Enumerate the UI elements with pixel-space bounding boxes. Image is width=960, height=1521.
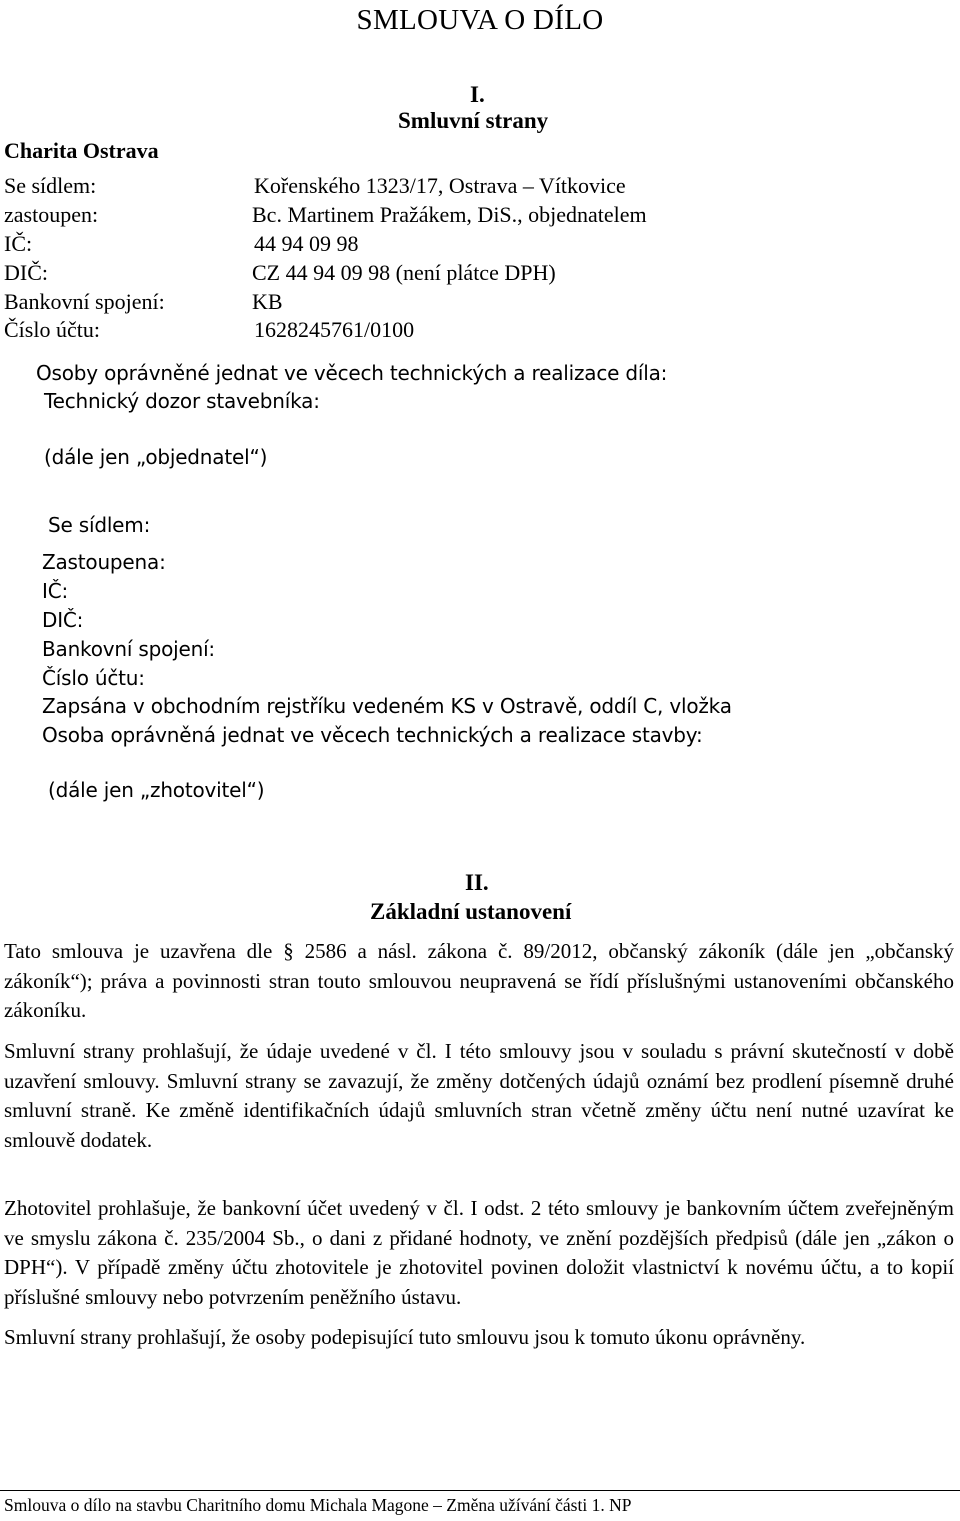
- client-ic-value: 44 94 09 98: [254, 231, 359, 256]
- contractor-dic-label: DIČ:: [42, 608, 84, 632]
- client-representative-value: Bc. Martinem Pražákem, DiS., objednatelem: [252, 202, 647, 227]
- client-account-label: Číslo účtu:: [4, 317, 100, 342]
- client-seat-label: Se sídlem:: [4, 173, 97, 198]
- client-name: Charita Ostrava: [4, 138, 159, 163]
- client-bank-label: Bankovní spojení:: [4, 289, 165, 314]
- section-1-title: Smluvní strany: [398, 108, 549, 133]
- section-2-number: II.: [465, 870, 489, 895]
- footer-text: Smlouva o dílo na stavbu Charitního domu Michala Magone – Změna užívání části 1. NP: [4, 1495, 632, 1515]
- client-authorized-persons-label: Osoby oprávněné jednat ve věcech technických a realizace díla:: [36, 361, 668, 385]
- paragraph-data-accuracy: Smluvní strany prohlašují, že údaje uvedené v čl. I této smlouvy jsou v souladu s právní skutečností v době uzavření smlouvy. Smluvní strany se zavazují, že změny dotčených údajů oznámí bez prodlení písemně druhé smluvní straně. Ke změně identifikačních údajů smluvních stran včetně změny účtu není nutné uzavírat ke smlouvě dodatek.: [4, 1039, 954, 1152]
- client-dic-value: CZ 44 94 09 98 (není plátce DPH): [252, 260, 556, 285]
- contractor-ic-label: IČ:: [42, 579, 69, 603]
- client-dic-label: DIČ:: [4, 260, 48, 285]
- client-seat-value: Kořenského 1323/17, Ostrava – Vítkovice: [254, 173, 626, 198]
- paragraph-signatories: Smluvní strany prohlašují, že osoby podepisující tuto smlouvu jsou k tomuto úkonu oprávněny.: [4, 1325, 806, 1349]
- contractor-registry-label: Zapsána v obchodním rejstříku vedeném KS v Ostravě, oddíl C, vložka: [42, 694, 732, 718]
- contractor-authorized-person-label: Osoba oprávněná jednat ve věcech technických a realizace stavby:: [42, 723, 703, 747]
- footer-divider: [0, 1490, 960, 1491]
- document-title: SMLOUVA O DÍLO: [356, 4, 604, 36]
- client-ic-label: IČ:: [4, 231, 33, 256]
- section-1-number: I.: [470, 82, 485, 107]
- section-2-title: Základní ustanovení: [370, 899, 572, 924]
- client-account-value: 1628245761/0100: [254, 317, 415, 342]
- contractor-bank-label: Bankovní spojení:: [42, 637, 215, 661]
- contractor-designation: (dále jen „zhotovitel“): [48, 778, 265, 802]
- paragraph-bank-account: Zhotovitel prohlašuje, že bankovní účet uvedený v čl. I odst. 2 této smlouvy je bankovním účtem zveřejněným ve smyslu zákona č. 235/2004 Sb., o dani z přidané hodnoty, ve znění pozdějších předpisů (dále jen „zákon o DPH“). V případě změny účtu zhotovitele je zhotovitel povinen doložit vlastnictví k novému účtu, a to kopií příslušné smlouvy nebo potvrzením peněžního ústavu.: [4, 1196, 954, 1309]
- contractor-representative-label: Zastoupena:: [42, 550, 166, 574]
- contractor-seat-label: Se sídlem:: [48, 513, 151, 537]
- client-bank-value: KB: [252, 289, 283, 314]
- paragraph-legal-basis: Tato smlouva je uzavřena dle § 2586 a násl. zákona č. 89/2012, občanský zákoník (dále jen „občanský zákoník“); práva a povinnosti stran touto smlouvou neupravená se řídí příslušnými ustanoveními občanského zákoníku.: [4, 939, 954, 1022]
- client-representative-label: zastoupen:: [4, 202, 99, 227]
- client-supervision-label: Technický dozor stavebníka:: [44, 389, 320, 413]
- contractor-account-label: Číslo účtu:: [42, 666, 145, 690]
- client-designation: (dále jen „objednatel“): [44, 445, 268, 469]
